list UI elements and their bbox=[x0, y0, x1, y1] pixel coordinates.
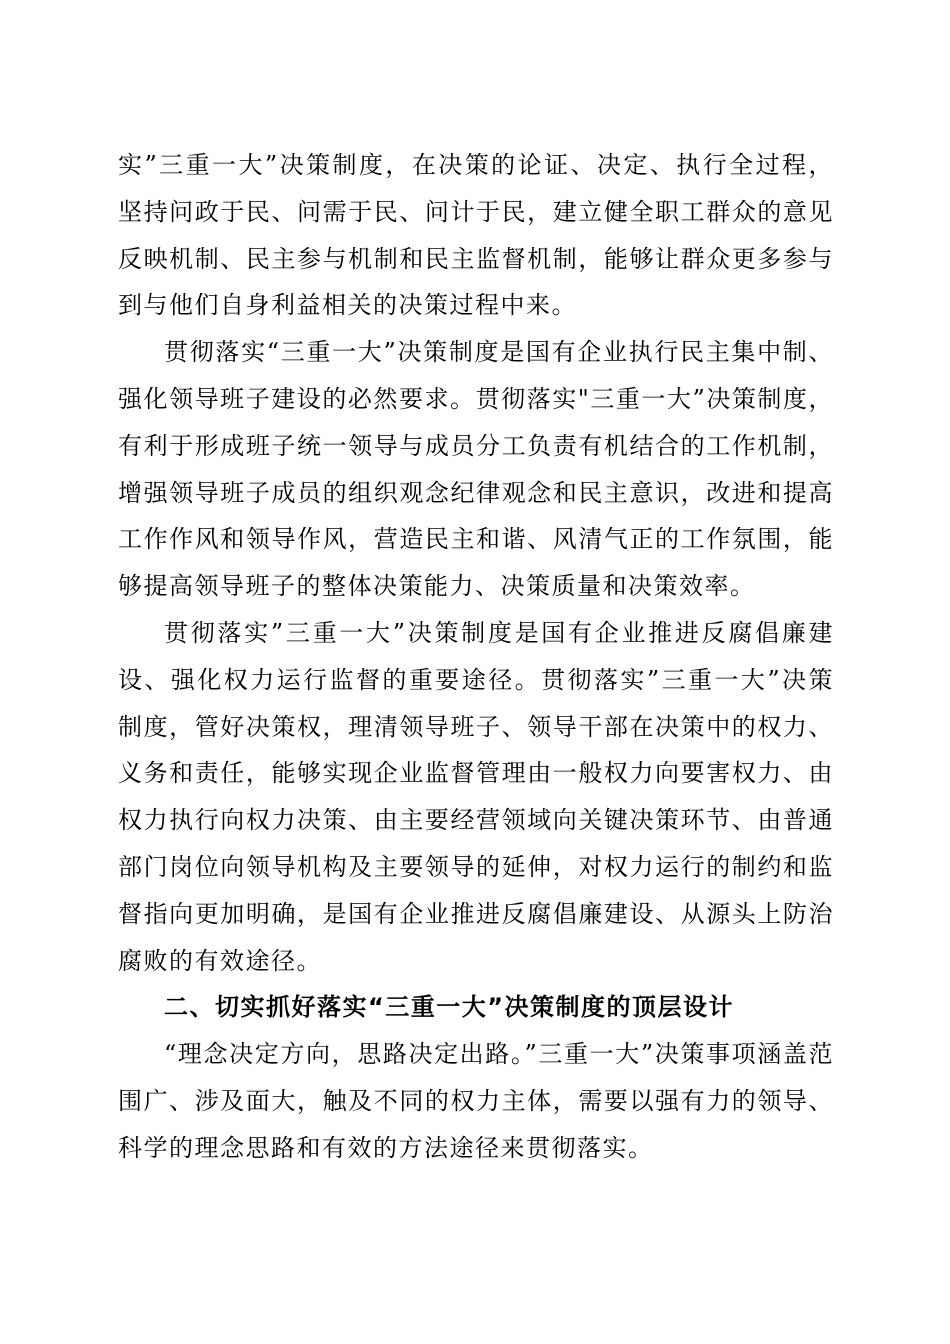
section-heading: 二、切实抓好落实“三重一大”决策制度的顶层设计 bbox=[164, 993, 735, 1022]
document-body bbox=[118, 142, 834, 1172]
paragraph-continuation: 实”三重一大”决策制度，在决策的论证、决定、执行全过程，坚持问政于民、问需于民、问计于民，建立健全职工群众的意见反映机制、民主参与机制和民主监督机制，能够让群众更多参与到与他们自身利益相关的决策过程中来。 bbox=[118, 151, 834, 320]
paragraph-anti-corruption: 贯彻落实”三重一大”决策制度是国有企业推进反腐倡廉建设、强化权力运行监督的重要途径。贯彻落实”三重一大”决策制度，管好决策权，理清领导班子、领导干部在决策中的权力、义务和责任，能够实现企业监督管理由一般权力向要害权力、由权力执行向权力决策、由主要经营领域向关键决策环节、由普通部门岗位向领导机构及主要领导的延伸，对权力运行的制约和监督指向更加明确，是国有企业推进反腐倡廉建设、从源头上防治腐败的有效途径。 bbox=[118, 618, 834, 975]
paragraph-democratic-centralism: 贯彻落实“三重一大”决策制度是国有企业执行民主集中制、强化领导班子建设的必然要求。贯彻落实"三重一大”决策制度，有利于形成班子统一领导与成员分工负责有机结合的工作机制，增强领导班子成员的组织观念纪律观念和民主意识，改进和提高工作作风和领导作风，营造民主和谐、风清气正的工作氛围，能够提高领导班子的整体决策能力、决策质量和决策效率。 bbox=[118, 338, 834, 601]
paragraph-top-level-design: “理念决定方向，思路决定出路。”三重一大”决策事项涵盖范围广、涉及面大，触及不同的权力主体，需要以强有力的领导、科学的理念思路和有效的方法途径来贯彻落实。 bbox=[118, 1040, 834, 1162]
